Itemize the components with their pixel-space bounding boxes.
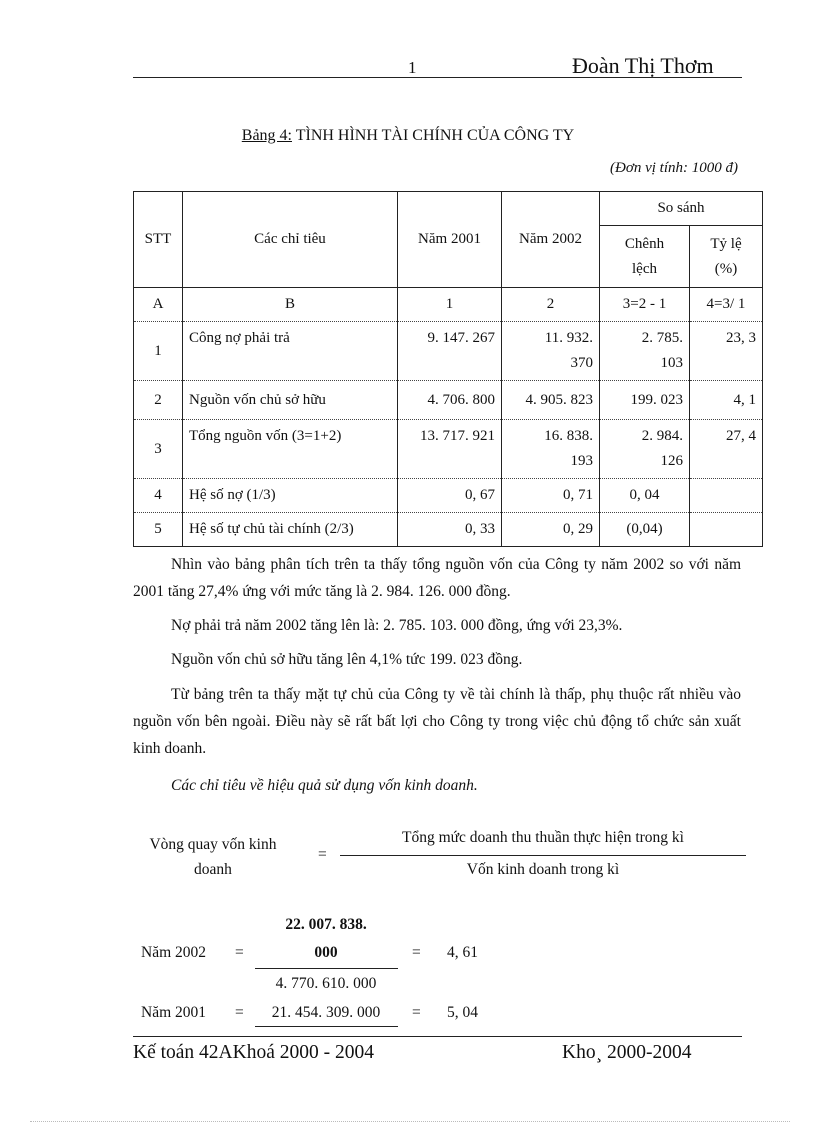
financial-table [133,191,763,547]
row-ratio [690,513,763,547]
paragraph-2: Nợ phải trả năm 2002 tăng lên là: 2. 785. 103. 000 đồng, ứng với 23,3%. [171,617,623,634]
row-ratio [690,479,763,513]
row-name: Tổng nguồn vốn (3=1+2) [183,420,398,479]
row-diff-part1: 2. 984. [641,428,683,444]
header-2001: Năm 2001 [398,192,502,288]
code-cell: 1 [398,288,502,322]
row-ratio: 27, 4 [690,420,763,479]
calc-2002-result-equals: = [412,944,421,961]
table-title-text: TÌNH HÌNH TÀI CHÍNH CỦA CÔNG TY [292,127,575,144]
header-ratio-line2: (%) [714,260,738,277]
footer-rule [133,1036,742,1037]
table-row [134,513,763,547]
formula-label-line1: Vòng quay vốn kinh [149,836,277,853]
row-2002-part2: 370 [570,355,593,371]
calc-2001-result-equals: = [412,1004,421,1021]
row-diff: (0,04) [600,513,690,547]
row-diff: 0, 04 [600,479,690,513]
code-cell: B [183,288,398,322]
calc-2002-label: Năm 2002 [141,944,207,961]
table-row [134,322,763,381]
calc-2002-numerator-line2: 000 [314,944,338,961]
row-2001: 4. 706. 800 [398,381,502,420]
header-diff-line1: Chênh [624,235,665,252]
calc-2002-fraction-bar [255,968,398,969]
section-heading: Các chỉ tiêu về hiệu quả sử dụng vốn kinh doanh. [171,777,478,794]
page-bottom-edge [30,1121,790,1122]
formula-label [133,832,293,882]
row-2002 [502,420,600,479]
paragraph-3: Nguồn vốn chủ sở hữu tăng lên 4,1% tức 199. 023 đồng. [171,651,523,668]
code-cell: 2 [502,288,600,322]
header-rule [133,77,742,78]
formula-equals: = [318,846,327,863]
row-name: Hệ số nợ (1/3) [183,479,398,513]
header-diff-line2: lệch [632,260,657,277]
row-stt: 3 [134,420,183,479]
calc-2001-label: Năm 2001 [141,1004,207,1021]
calc-2002-equals: = [235,944,244,961]
header-diff [600,226,690,288]
header-2002: Năm 2002 [502,192,600,288]
table-title-prefix: Bảng 4: [241,127,292,144]
calc-2001-numerator: 21. 454. 309. 000 [271,1004,381,1021]
row-stt: 5 [134,513,183,547]
row-diff-part1: 2. 785. [641,330,683,346]
table-unit: (Đơn vị tính: 1000 đ) [610,160,738,176]
row-stt: 1 [134,322,183,381]
row-2002 [502,322,600,381]
formula-denominator: Vốn kinh doanh trong kì [466,861,620,878]
row-diff [600,420,690,479]
calc-2002-denominator: 4. 770. 610. 000 [275,975,377,992]
paragraph-4: Từ bảng trên ta thấy mặt tự chủ của Công ty về tài chính là thấp, phụ thuộc rất nhiều vào nguồn vốn bên ngoài. Điều này sẽ rất bất lợi cho Công ty trong việc chủ động tổ chức sản xuất kinh doanh. [133,686,741,757]
calc-2001-result: 5, 04 [447,1004,478,1021]
row-name: Nguồn vốn chủ sở hữu [183,381,398,420]
paragraph-1: Nhìn vào bảng phân tích trên ta thấy tổng nguồn vốn của Công ty năm 2002 so với năm 2001 tăng 27,4% ứng với mức tăng là 2. 984. 126. 000 đồng. [133,556,741,600]
formula-numerator: Tổng mức doanh thu thuần thực hiện trong kì [402,829,684,846]
row-diff-part2: 103 [660,355,683,371]
table-row [134,479,763,513]
row-diff-part2: 126 [660,453,683,469]
code-cell: A [134,288,183,322]
header-ratio [690,226,763,288]
code-cell: 3=2 - 1 [600,288,690,322]
row-2002: 0, 29 [502,513,600,547]
row-ratio: 23, 3 [690,322,763,381]
header-ratio-line1: Tỷ lệ [710,235,742,252]
author-name: Đoàn Thị Thơm [572,53,714,78]
code-cell: 4=3/ 1 [690,288,763,322]
row-2002: 4. 905. 823 [502,381,600,420]
row-diff: 199. 023 [600,381,690,420]
table-title [0,127,816,145]
table-code-row [134,288,763,322]
row-name: Hệ số tự chủ tài chính (2/3) [183,513,398,547]
row-2002: 0, 71 [502,479,600,513]
calc-2002-numerator-line1: 22. 007. 838. [285,916,367,933]
row-ratio: 4, 1 [690,381,763,420]
header-compare: So sánh [600,192,763,226]
row-2001: 9. 147. 267 [398,322,502,381]
table-header-row [134,192,763,226]
header-indicators: Các chỉ tiêu [183,192,398,288]
row-2002-part1: 11. 932. [544,330,593,346]
calc-2001-equals: = [235,1004,244,1021]
row-2001: 0, 33 [398,513,502,547]
footer-right: Kho¸ 2000-2004 [562,1042,692,1063]
row-stt: 4 [134,479,183,513]
header-stt: STT [134,192,183,288]
page-number: 1 [408,58,417,77]
row-name: Công nợ phải trả [183,322,398,381]
row-2002-part1: 16. 838. [544,428,593,444]
calc-2002-result: 4, 61 [447,944,478,961]
table-row [134,381,763,420]
row-diff [600,322,690,381]
footer-left: Kế toán 42AKhoá 2000 - 2004 [133,1042,374,1063]
calc-2001-fraction-bar [255,1026,398,1027]
formula-label-line2: doanh [194,861,232,878]
formula-fraction-bar [340,855,746,856]
row-2001: 0, 67 [398,479,502,513]
row-2002-part2: 193 [570,453,593,469]
table-row [134,420,763,479]
row-2001: 13. 717. 921 [398,420,502,479]
row-stt: 2 [134,381,183,420]
